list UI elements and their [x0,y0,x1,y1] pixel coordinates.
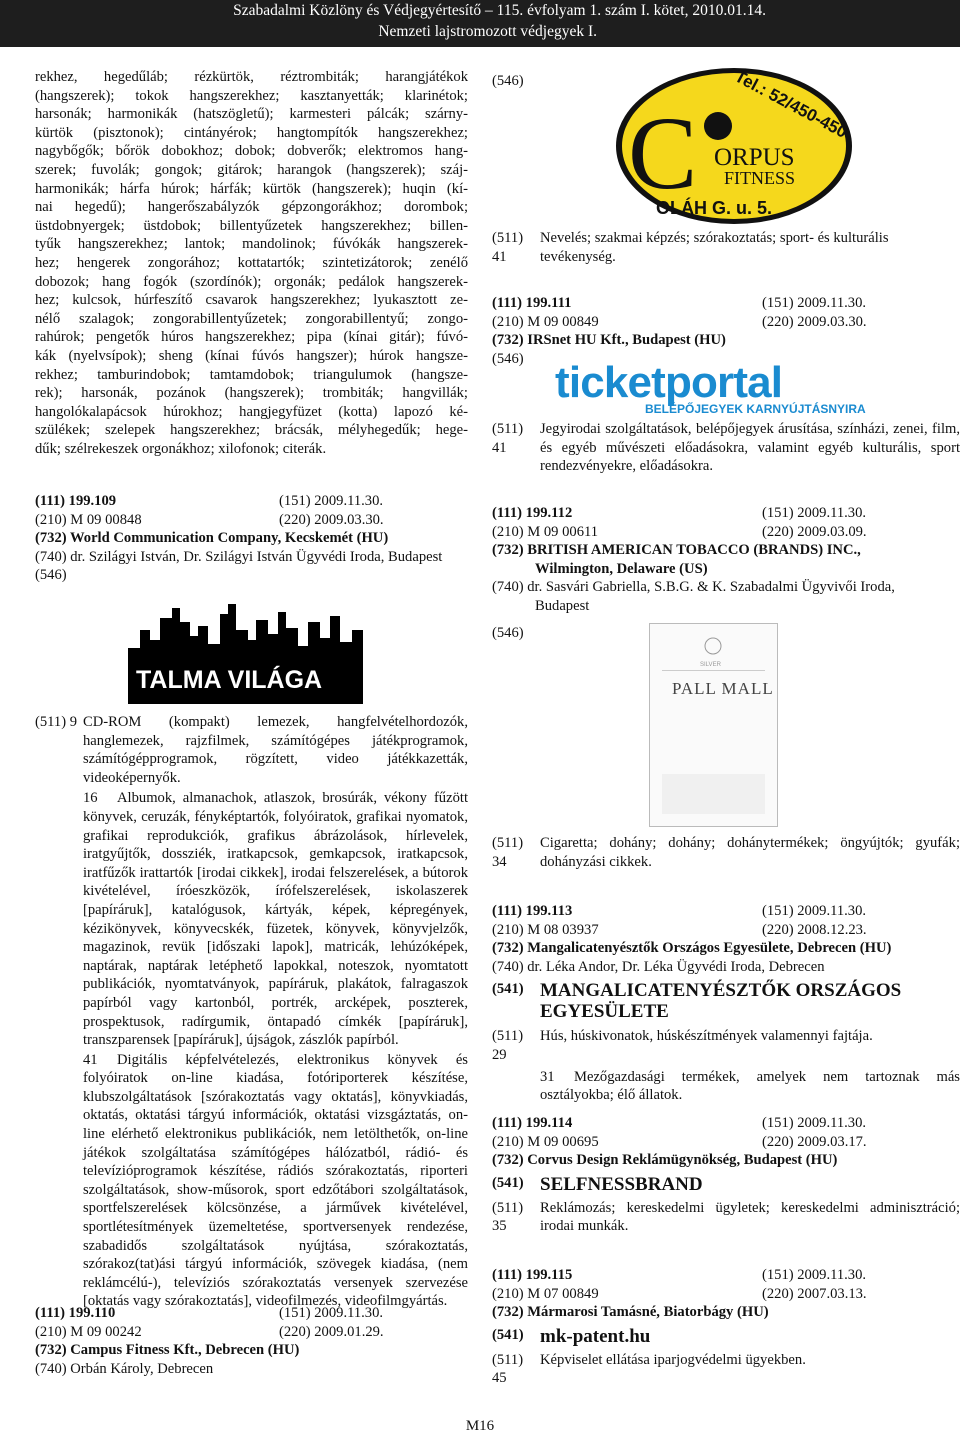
field-732: (732) Corvus Design Reklámügynökség, Budapest (HU) [492,1152,838,1169]
corpus-phone: Tel.: 52/450-450 [731,66,851,142]
class-16-num: 16 [83,790,98,807]
word-mark: SELFNESSBRAND [540,1173,703,1195]
class-41-num: 41 [83,1051,98,1068]
field-210: (210) M 08 03937 [492,921,599,938]
field-740: (740) dr. Sasvári Gabriella, S.B.G. & K. Szabadalmi Ügyvivői Iroda, [492,579,895,596]
pall-mall-graphic [650,624,777,826]
intro-line: dobozok; hang fogók (szordínók); orgonák; pedálok hangszerek- [35,273,468,290]
field-210: (210) M 07 00849 [492,1285,599,1302]
page-number: M16 [465,1418,495,1434]
class-41-text: Nevelés; szakmai képzés; szórakoztatás; sport- és kulturális tevékenység. [540,230,889,265]
intro-line: tyűk hangszerekhez; lantok; mandolinok; fúvókák hangszerek- [35,236,468,253]
record-199114 [492,1114,960,1236]
record-199112-classes [492,834,960,871]
corpus-letter: C [628,96,698,211]
intro-line: nai hegedű); hangerőszabályzók gépzongorákhoz; dorombok; [35,199,468,216]
intro-line: kák (nyelvsípok); sheng (kínai fúvós hangszer); húrok hangsze- [35,347,468,364]
field-511-code: (511) 29 [492,1028,524,1063]
intro-line: kürtök (pisztonok); cintányérok; hangtompítók hangszerekhez; [35,124,468,141]
word-mark: mk-patent.hu [540,1325,651,1347]
pall-mall-brand: PALL MALL [672,679,774,698]
field-111: (111) 199.114 [492,1115,573,1131]
field-151: (151) 2009.11.30. [762,1115,867,1131]
field-732: (732) Mangalicatenyésztők Országos Egyesülete, Debrecen (HU) [492,940,892,957]
intro-line: hez; hengerek zongorához; kottatartók; szintetizátorok; zenélő [35,254,468,271]
pall-mall-pack [649,623,778,827]
record-199113 [492,902,960,1105]
corpus-fitness-graphic [614,66,854,226]
field-740: (740) dr. Szilágyi István, Dr. Szilágyi István Ügyvédi Iroda, Budapest [35,548,443,565]
field-541-code: (541) [492,981,524,998]
field-541-code: (541) [492,1174,524,1191]
field-511-code: (511) 34 [492,835,524,870]
intro-line: dűk; szélrekeszek orgonákhoz; xilofonok; citerák. [35,440,327,457]
class-45-text: Képviselet ellátása iparjogvédelmi ügyekben. [540,1351,806,1368]
intro-goods-list [35,68,468,458]
corpus-address: OLÁH G. u. 5. [656,198,773,218]
field-151: (151) 2009.11.30. [762,505,867,521]
intro-line: szerek; fuvolák; gongok; gitárok; harangok (hangszerek); száj- [35,161,468,178]
section-title: Nemzeti lajstromozott védjegyek I. [378,23,597,40]
ticketportal-logo [553,357,898,419]
field-111: (111) 199.109 [35,493,117,509]
field-111: (111) 199.111 [492,295,572,311]
field-210: (210) M 09 00695 [492,1133,599,1150]
talma-vilaga-text: TALMA VILÁGA [136,666,323,694]
field-220: (220) 2009.01.29. [279,1323,384,1340]
field-210: (210) M 09 00242 [35,1323,142,1340]
intro-line: harmonikák; hárfa húrok; hárfák; kürtök (hangszerek); huqin (kí- [35,180,468,197]
corpus-fitness: FITNESS [724,168,796,188]
class-16-text: Albumok, almanachok, atlaszok, brosúrák, vékony fűzött könyvek, ceruzák, fényképtartók, folyóiratok, grafikai nyomatok, grafikai reprodukciók, grafikus ábrázolások, hírlevelek, iratgyűjtők, dossziék, iratkapcsok, gemkapcsok, iratkapcsok, iratfűzők irattartók [irodai cikkek], irodai felszerelések, a bútorok kivételével, íróeszközök, írófelszerelések, iskolaszerek [papíráruk], katalógusok, kártyák, képek, képregények, kézikönyvek, könyvecskék, füzetek, könyvek, könyvjelzők, magazinok, revük [időszaki lapok], matricák, lehúzóképek, naptárak, naptárak letéphető lapokkal, noteszok, nyomtatott publikációk, nyomtatványok, papíráruk, plakátok, falragaszok papírból vagy kartonból, portrék, arcképek, poszterek, prospektusok, radírgumik, öntapadó címkék [papíráruk], transzparensek [papíráruk], újságok, zászlók papírból. [83,790,468,1049]
class-34-text: Cigaretta; dohány; dohány; dohánytermékek; öngyújtók; gyufák; dohányzási cikkek. [540,835,960,870]
field-732: (732) Campus Fitness Kft., Debrecen (HU) [35,1342,300,1359]
ticketportal-tagline: BELÉPŐJEGYEK KARNYÚJTÁSNYIRA [645,402,866,416]
corpus-fitness-logo [614,66,854,226]
field-220: (220) 2009.03.30. [279,511,384,528]
intro-line: szülékek; szelepek hangszerekhez; brácsák, mélyhegedűk; hege- [35,422,468,439]
field-220: (220) 2009.03.09. [762,523,867,540]
field-210: (210) M 09 00848 [35,511,142,528]
field-511-code: (511) 45 [492,1351,524,1387]
corpus-546-label: (546) [492,73,524,89]
field-151: (151) 2009.11.30. [762,1267,867,1283]
field-541-code: (541) [492,1326,524,1343]
intro-line: rekhez, hegedűláb; rézkürtök, réztrombiták; harangjátékok [35,69,468,85]
field-151: (151) 2009.11.30. [762,295,867,311]
field-220: (220) 2008.12.23. [762,921,867,938]
field-511-code: (511) 41 [492,421,524,456]
class-31-num: 31 [540,1068,555,1085]
intro-line: nagybőgők; bőrök dobokhoz; dobok; dobverők; elektromos hang- [35,143,468,160]
intro-line: rek); harsonák, pozánok (hangszerek); trombiták; hangvillák; [35,385,468,402]
record-199109 [35,492,468,585]
class-31-text: Mezőgazdasági termékek, amelyek nem tartoznak más osztályokba; élő állatok. [540,1068,960,1104]
intro-line: hangolókalapácsok húrokhoz; hangjegyfüzet (kotta) lapozó ké- [35,403,468,420]
page-header [0,0,960,47]
field-220: (220) 2007.03.13. [762,1285,867,1302]
field-220: (220) 2009.03.30. [762,313,867,330]
field-740-cont: Budapest [535,597,590,614]
field-511-code: (511) 41 [492,230,524,265]
ticketportal-wordmark: ticketportal [555,358,783,407]
field-732: (732) IRSnet HU Kft., Budapest (HU) [492,332,726,349]
field-210: (210) M 09 00849 [492,313,599,330]
intro-line: nélő szalagok; zongorabillentyűzetek; zongorabillentyű; zongo- [35,310,468,327]
field-732: (732) BRITISH AMERICAN TOBACCO (BRANDS) INC., [492,542,861,559]
field-511-code: (511) 9 [35,714,78,730]
talma-vilaga-graphic [128,600,363,704]
record-199115 [492,1266,960,1388]
talma-vilaga-logo [128,600,363,704]
journal-title: Szabadalmi Közlöny és Védjegyértesítő – 115. évfolyam 1. szám I. kötet, 2010.01.14. [233,2,766,19]
corpus-511 [492,229,960,266]
field-511-code: (511) 35 [492,1199,524,1235]
field-111: (111) 199.113 [492,903,573,919]
class-9-text: CD-ROM (kompakt) lemezek, hangfelvételhordozók, hanglemezek, rajzfilmek, számítógépes játékprogramok, számítógépprogramok, rögzített, video játékkazetták, videoképernyők. [83,714,468,786]
class-41-text: Digitális képfelvételezés, elektronikus könyvek és folyóiratok on-line kiadása, fotóriporterek készítése, klubszolgáltatások [szórakoztatás vagy oktatás], könyvkiadás, oktatás, oktatási tárgyú információk, oktatási vizsgáztatás, on-line elérhető elektronikus publikációk, nem letölthetők, on-line játékok szolgáltatása számítógépes hálózatból, rádió- és televízióprogramok készítése, rádiós szórakoztatás, riporteri szolgáltatások, show-műsorok, sport edzőtábori szolgáltatások, sportfelszerelések kölcsönzése, a járművek kivételével, sportlétesítmények üzemeltetése, sportversenyek rendezése, szabadidős szolgáltatások nyújtása, szórakoztatás, szórakoz(tat)ási tárgyú információk, szövegek kiadása, (nem reklámcélú-), televíziós szórakoztatás versenyek szervezése [oktatás vagy szórakoztatás], videofilmezés, videofilmgyártás. [83,1051,468,1310]
class-29-text: Hús, húskivonatok, húskészítmények valamennyi fajtája. [540,1028,873,1045]
field-210: (210) M 09 00611 [492,523,599,540]
field-732-cont: Wilmington, Delaware (US) [535,560,708,577]
pall-mall-silver: SILVER [700,662,721,668]
intro-line: (hangszerek); tokok hangszerekhez; kasztanyetták; klarinétok; [35,87,468,104]
field-111: (111) 199.110 [35,1305,116,1321]
field-740: (740) Orbán Károly, Debrecen [35,1360,214,1377]
field-740: (740) dr. Léka Andor, Dr. Léka Ügyvédi Iroda, Debrecen [492,958,825,975]
record-199112 [492,504,960,642]
intro-line: hez; kulcsok, húrfeszítő csavarok hangszerekhez; lyukasztott ze- [35,292,468,309]
word-mark: MANGALICATENYÉSZTŐK ORSZÁGOS [540,980,902,1002]
class-41-text: Jegyirodai szolgáltatások, belépőjegyek árusítása, színházi, zenei, film, és egyéb művészeti előadásokra, valamint egyéb kulturális, sport rendezvényekre, előadásokra. [540,421,960,475]
intro-line: rahúrok; pengetők húros hangszerekhez; pipa (kínai gitár); fúvó- [35,329,468,346]
field-111: (111) 199.115 [492,1267,573,1283]
record-199110 [35,1304,468,1378]
record-199109-classes [35,713,468,1311]
field-732: (732) World Communication Company, Kecskemét (HU) [35,530,389,547]
intro-line: harsonák; harmonikák (hatszögletű); karmesteri pálcák; szárny- [35,106,468,123]
intro-line: üstdobnyergek; üstdobok; billentyűzetek hangszerekhez; billen- [35,217,468,234]
corpus-orpus: ORPUS [714,144,795,171]
field-151: (151) 2009.11.30. [279,1305,384,1321]
intro-line: rekhez; tamburindobok; tamtamdobok; triangulumok (hangsze- [35,366,468,383]
record-199111-classes [492,420,960,476]
field-546: (546) [492,350,524,367]
field-111: (111) 199.112 [492,505,573,521]
field-546: (546) [492,624,524,641]
field-151: (151) 2009.11.30. [279,493,384,509]
class-35-text: Reklámozás; kereskedelmi ügyletek; kereskedelmi adminisztráció; irodai munkák. [540,1199,960,1235]
word-mark-cont: EGYESÜLETE [540,1001,669,1023]
field-151: (151) 2009.11.30. [762,903,867,919]
field-546: (546) [35,567,67,584]
field-732: (732) Mármarosi Tamásné, Biatorbágy (HU) [492,1304,769,1321]
ticketportal-graphic [553,357,898,419]
field-220: (220) 2009.03.17. [762,1133,867,1150]
